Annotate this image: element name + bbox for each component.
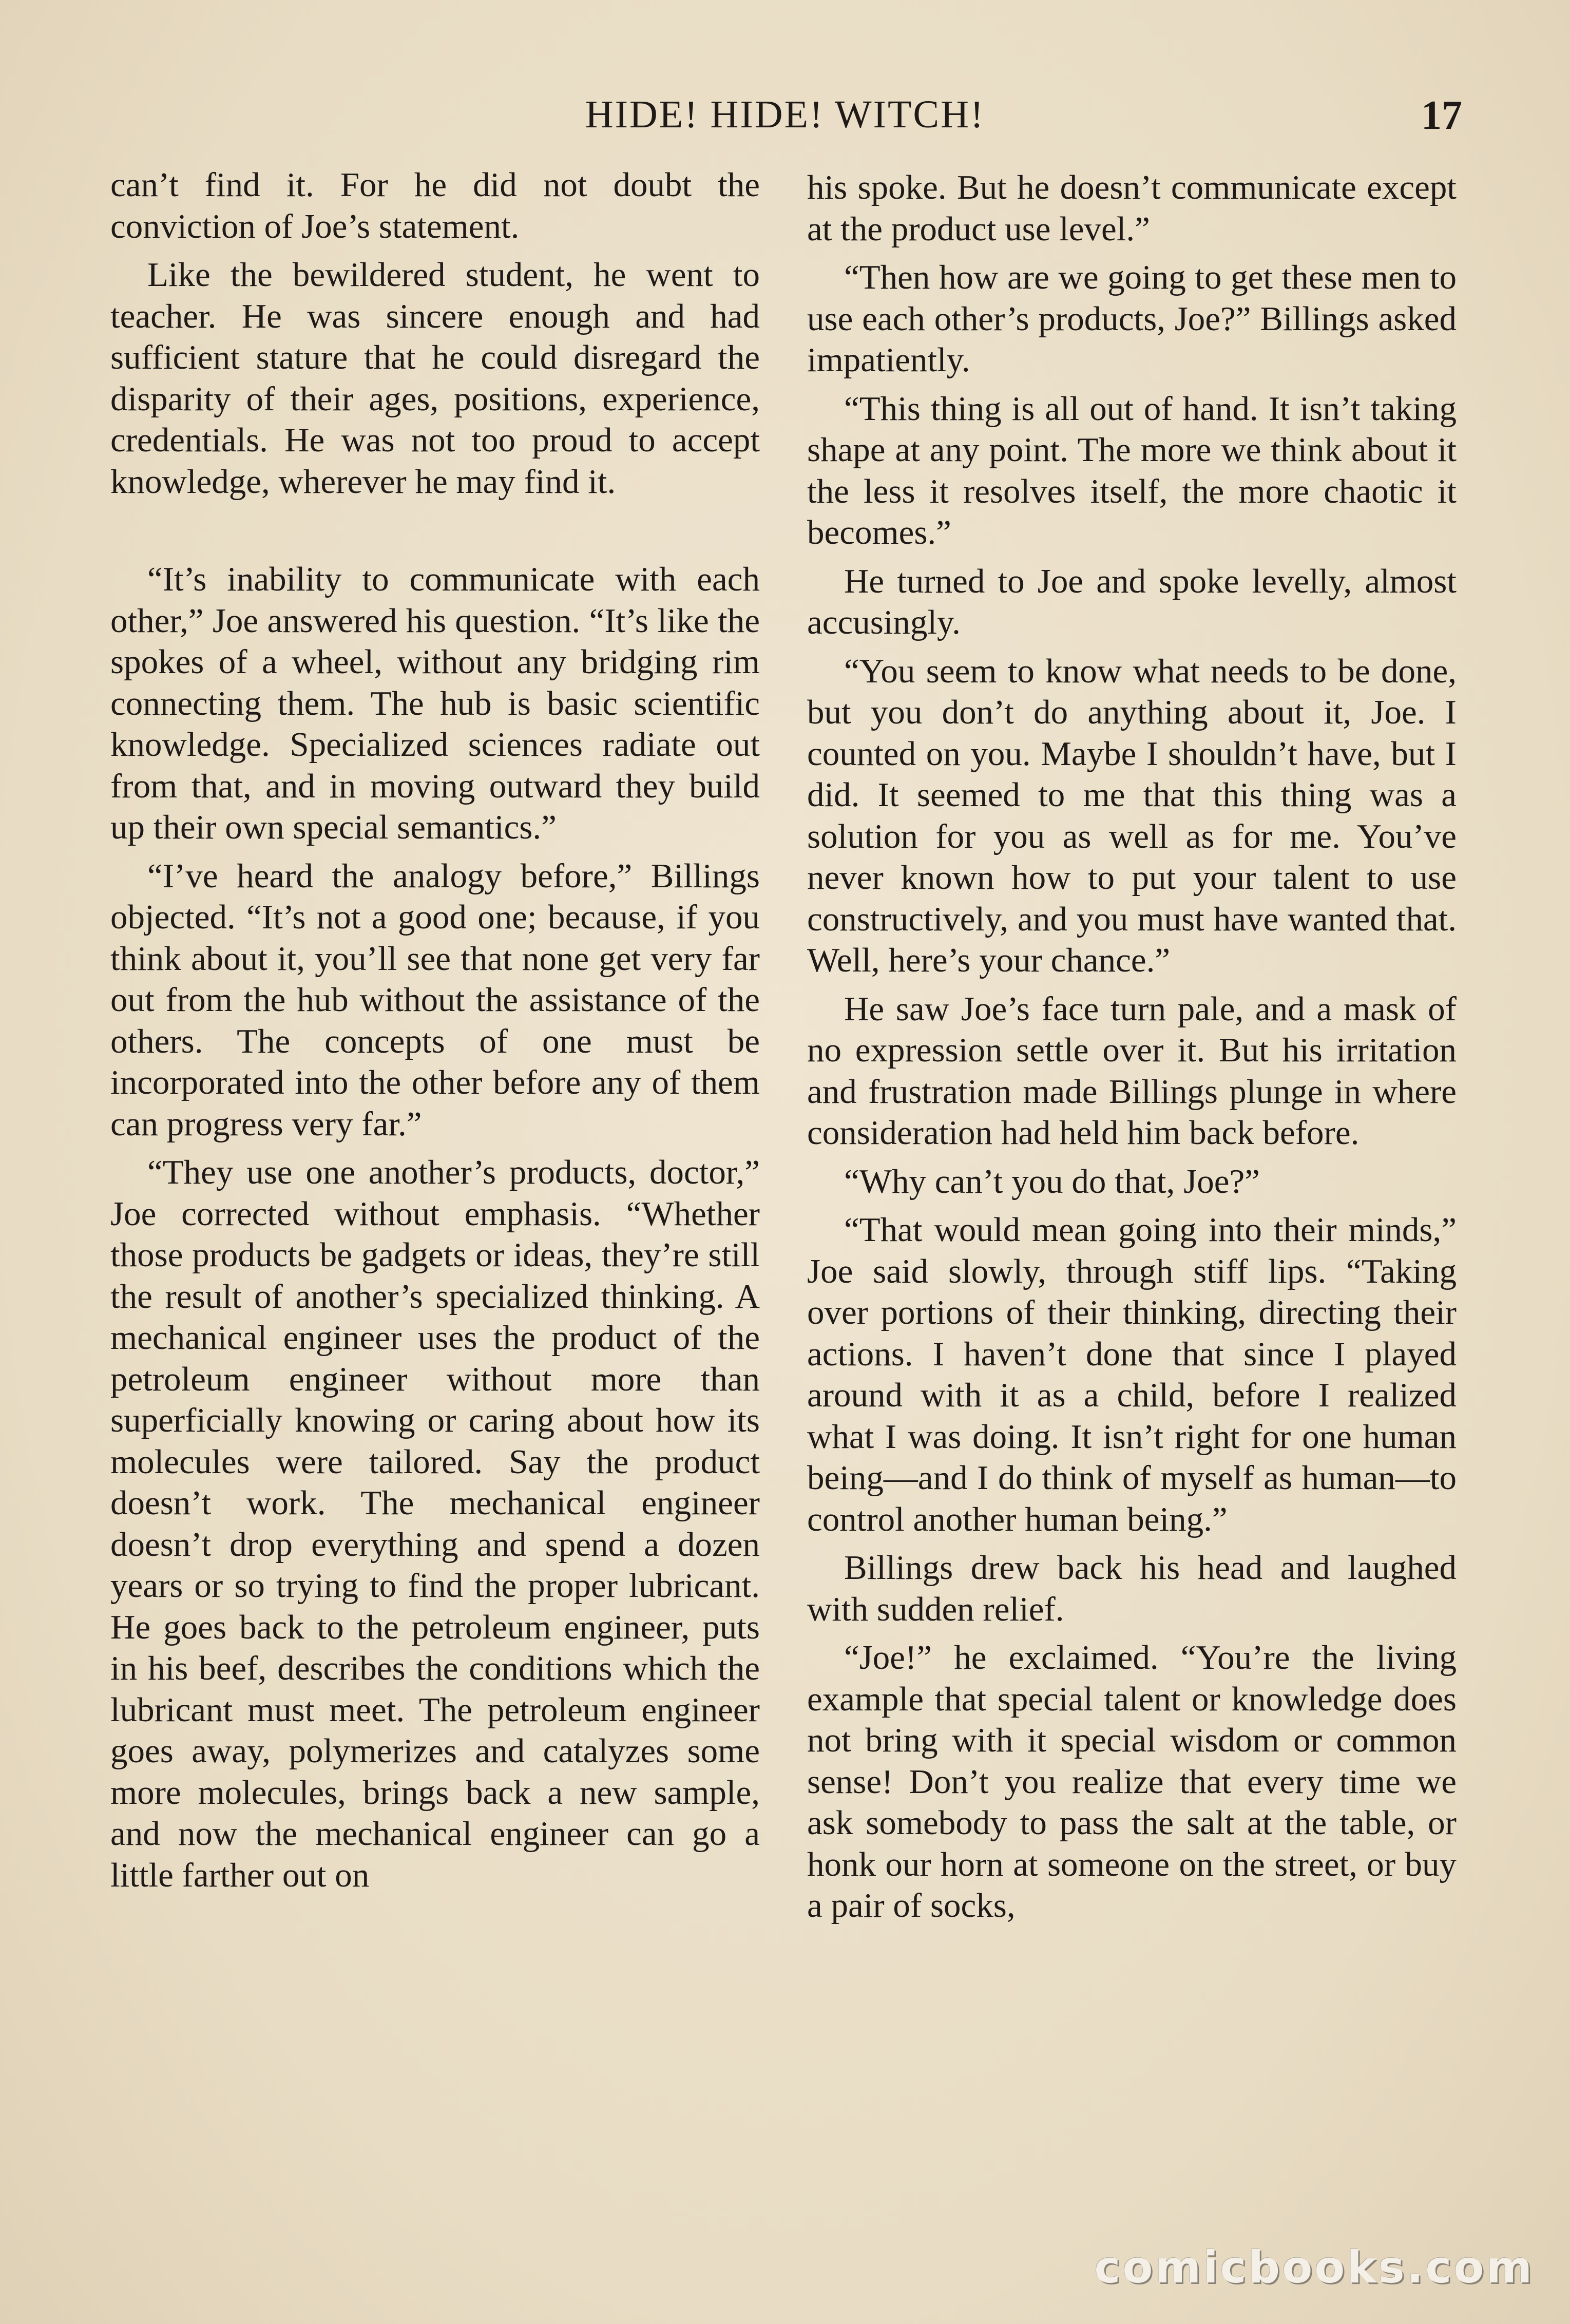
paragraph: “Then how are we going to get these men to use each other’s products, Joe?” Billings asked impatiently. — [807, 258, 1457, 379]
left-column — [110, 164, 760, 1903]
paragraph: He turned to Joe and spoke levelly, almost accusingly. — [807, 562, 1457, 641]
paragraph: “They use one another’s products, doctor,” Joe corrected without emphasis. “Whether those products be gadgets or ideas, they’re still the result of another’s specialized thinking. A mechanical engineer uses the product of the petroleum engineer without more than superficially knowing or caring about how its molecules were tailored. Say the product doesn’t work. The mechanical engineer doesn’t drop everything and spend a dozen years or so trying to find the proper lubricant. He goes back to the petroleum engineer, puts in his beef, describes the conditions which the lubricant must meet. The petroleum engineer goes away, polymerizes and catalyzes some more molecules, brings back a new sample, and now the mechanical engineer can go a little farther out on — [110, 1153, 760, 1894]
paragraph: Billings drew back his head and laughed with sudden relief. — [807, 1549, 1457, 1628]
site-watermark: comicbooks.com — [1094, 2242, 1534, 2293]
paragraph: “You seem to know what needs to be done, but you don’t do anything about it, Joe. I counted on you. Maybe I shouldn’t have, but I did. It seemed to me that this thing was a solution for you as well as for me. You’ve never known how to put your talent to use constructively, and you must have wanted that. Well, here’s your chance.” — [807, 652, 1457, 979]
paragraph: “That would mean going into their minds,” Joe said slowly, through stiff lips. “Taking over portions of their thinking, directing their actions. I haven’t done that since I played around with it as a child, before I realized what I was doing. It isn’t right for one human being—and I do think of myself as human—to control another human being.” — [807, 1211, 1457, 1538]
paragraph: can’t find it. For he did not doubt the conviction of Joe’s statement. — [110, 166, 760, 245]
paragraph: He saw Joe’s face turn pale, and a mask of no expression settle over it. But his irritation and frustration made Billings plunge in where consideration had held him back before. — [807, 989, 1457, 1152]
right-column — [807, 167, 1457, 1934]
paragraph: his spoke. But he doesn’t communicate except at the product use level.” — [807, 168, 1457, 248]
paragraph: “It’s inability to communicate with each other,” Joe answered his question. “It’s like the spokes of a wheel, without any bridging rim connecting them. The hub is basic scientific knowledge. Specialized sciences radiate out from that, and in moving outward they build up their own special semantics.” — [110, 560, 760, 846]
running-title: HIDE! HIDE! WITCH! — [585, 93, 985, 136]
paragraph: “Why can’t you do that, Joe?” — [844, 1162, 1260, 1201]
page-number: 17 — [1421, 93, 1462, 138]
paragraph: “This thing is all out of hand. It isn’t taking shape at any point. The more we think about it the less it resolves itself, the more chaotic it becomes.” — [807, 389, 1457, 551]
paragraph: Like the bewildered student, he went to teacher. He was sincere enough and had sufficient stature that he could disregard the disparity of their ages, positions, experience, credentials. He was not too proud to accept knowledge, wherever he may find it. — [110, 256, 760, 501]
paragraph: “Joe!” he exclaimed. “You’re the living example that special talent or knowledge does not bring with it special wisdom or common sense! Don’t you realize that every time we ask somebody to pass the salt at the table, or honk our horn at someone on the street, or buy a pair of socks, — [807, 1639, 1457, 1925]
paragraph: “I’ve heard the analogy before,” Billings objected. “It’s not a good one; because, if you think about it, you’ll see that none get very far out from the hub without the assistance of the others. The concepts of one must be incorporated into the other before any of them can progress very far.” — [110, 856, 760, 1143]
